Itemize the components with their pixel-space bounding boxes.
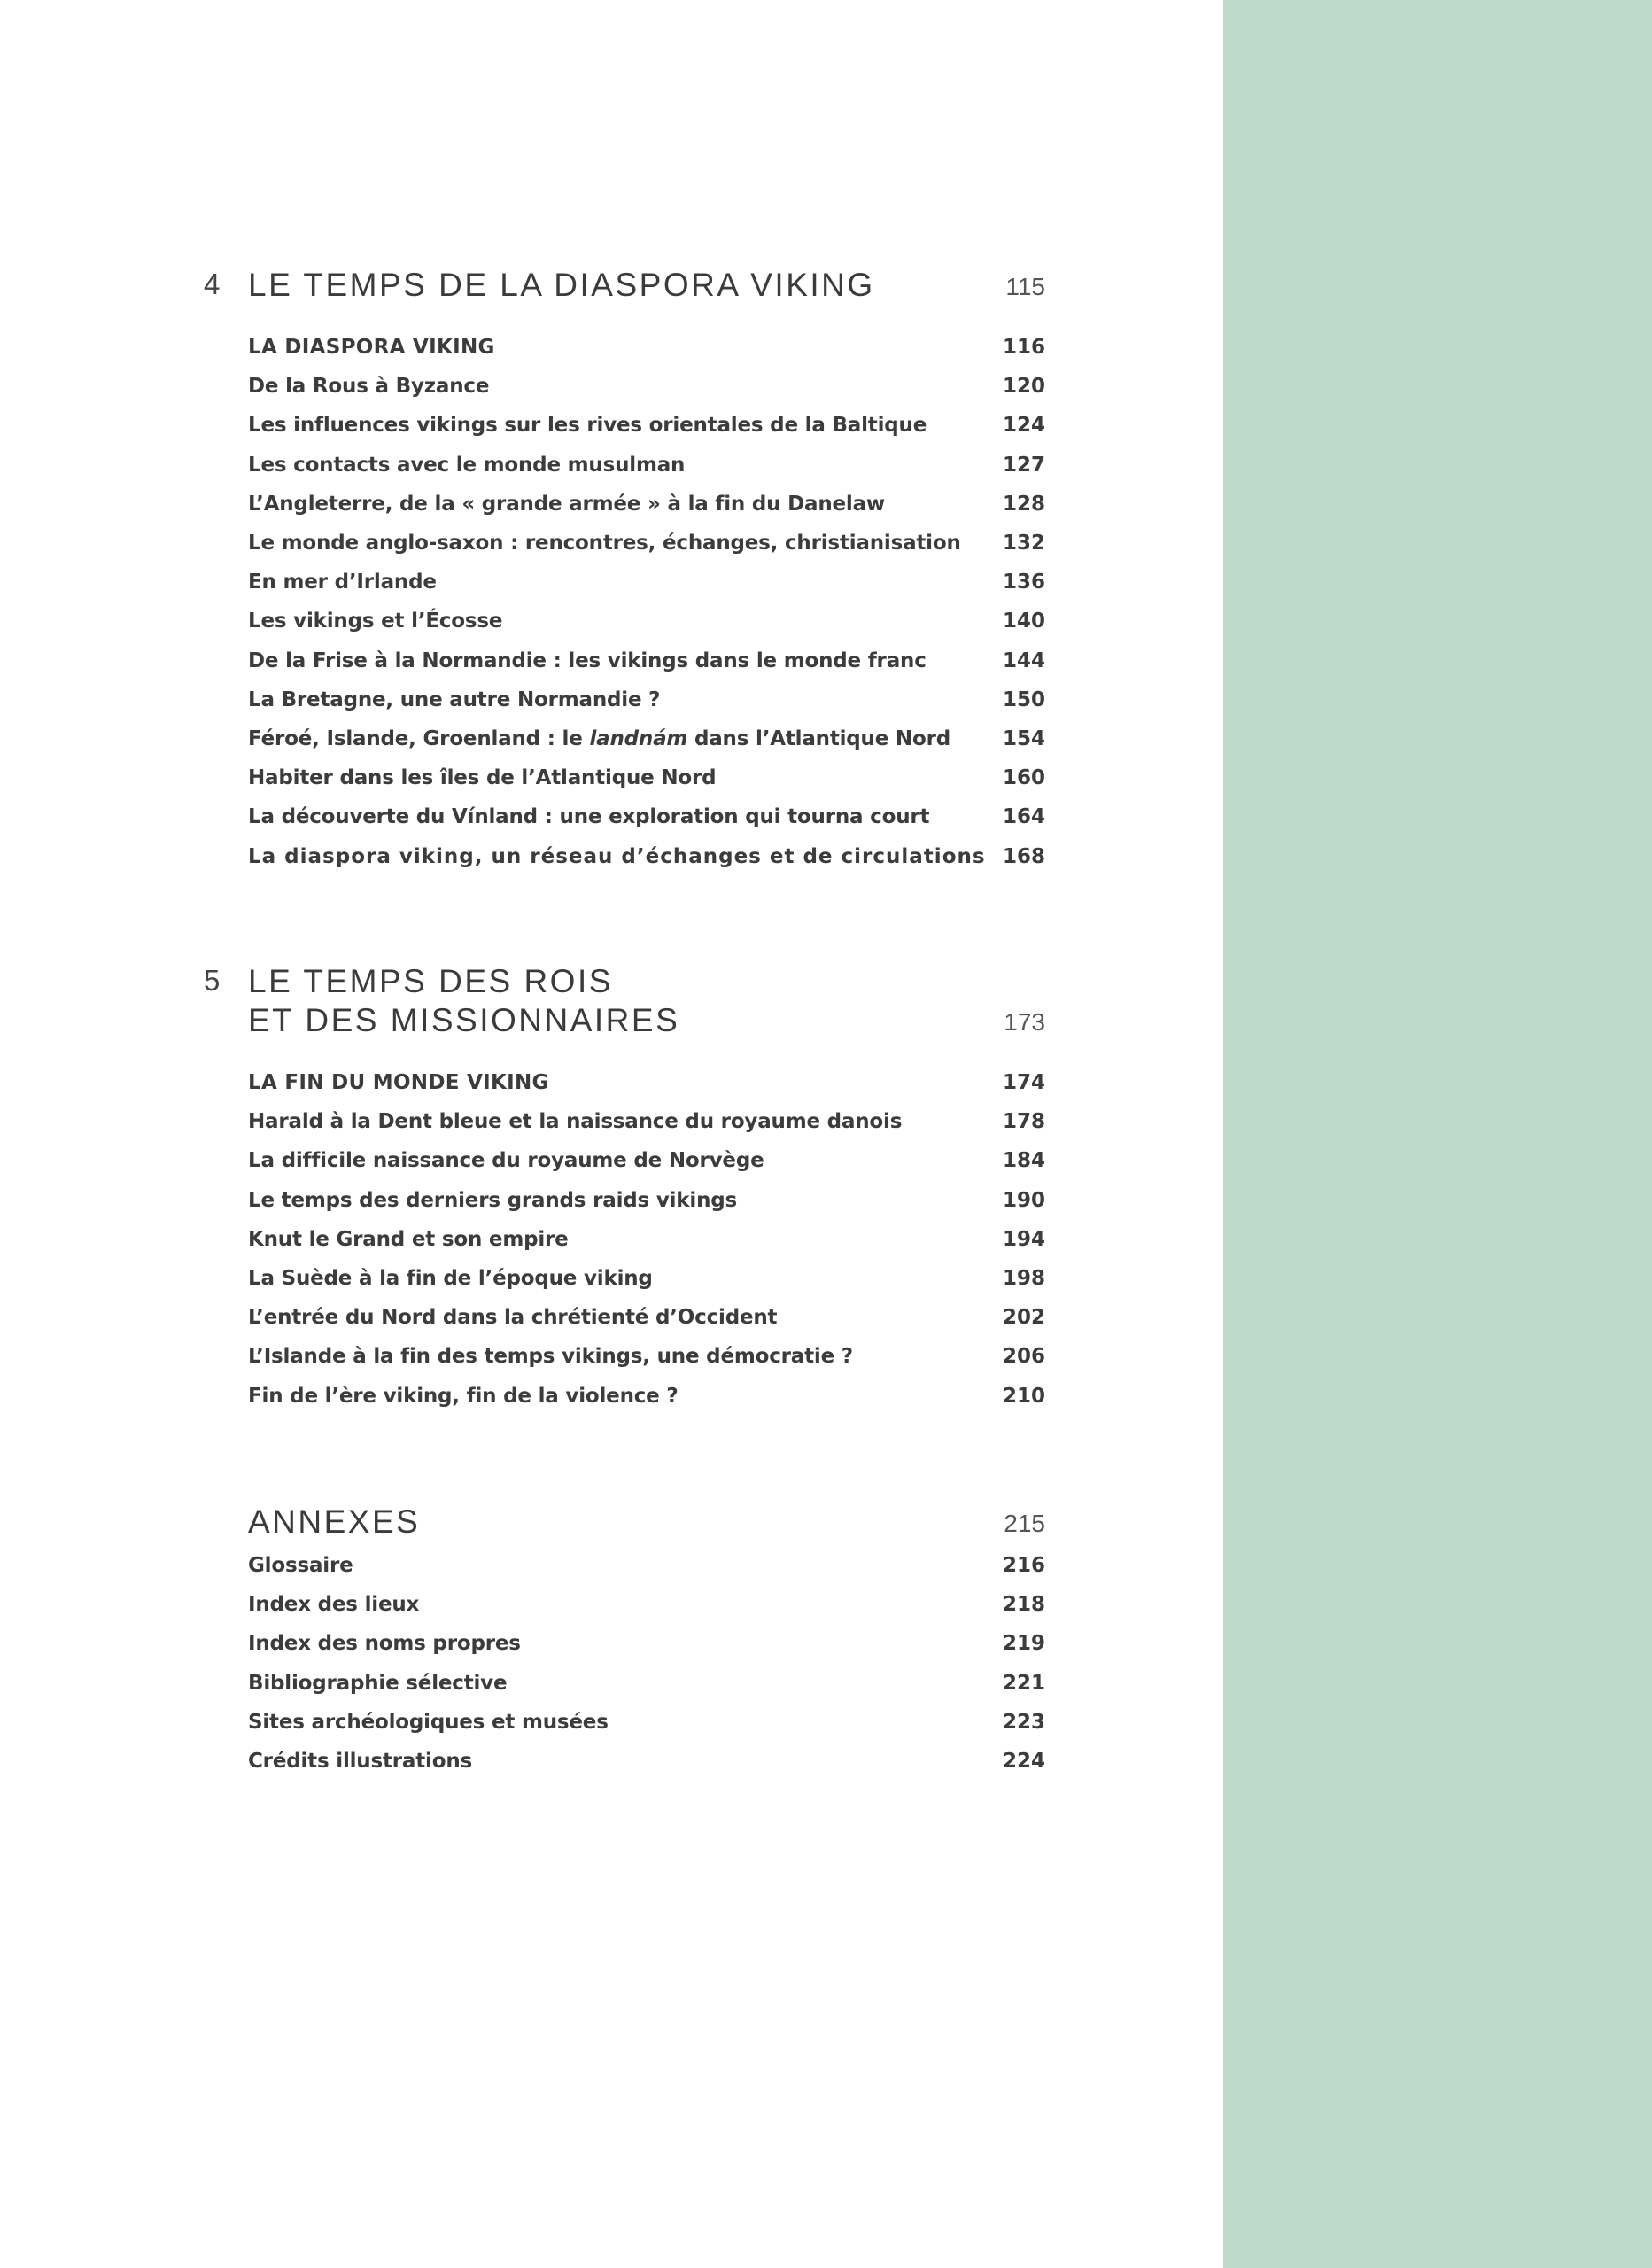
toc-entry[interactable]: [248, 836, 1045, 875]
toc-entry-label: La difficile naissance du royaume de Norvège: [248, 1149, 764, 1173]
toc-entry-page: 224: [1002, 1750, 1045, 1774]
toc-entry-page: 184: [1002, 1149, 1045, 1173]
annexes-heading: [204, 1503, 1045, 1547]
chapter-5-heading: [204, 962, 1045, 1045]
toc-entry-label: Le temps des derniers grands raids vikings: [248, 1188, 738, 1212]
toc-entry-label: LA FIN DU MONDE VIKING: [248, 1071, 549, 1095]
toc-entry-label-start: Féroé, Islande, Groenland : le: [248, 726, 590, 750]
toc-entry[interactable]: [248, 602, 1045, 641]
toc-entry-label: La Suède à la fin de l’époque viking: [248, 1267, 653, 1291]
toc-entry[interactable]: [248, 563, 1045, 602]
toc-entry[interactable]: [248, 1259, 1045, 1298]
toc-entry-page: 202: [1002, 1306, 1045, 1330]
chapter-number: 4: [204, 268, 221, 300]
toc-entry-label: De la Frise à la Normandie : les vikings dans le monde franc: [248, 649, 927, 672]
toc-entry-label: L’entrée du Nord dans la chrétienté d’Occident: [248, 1306, 778, 1330]
toc-entry-page: 164: [1002, 805, 1045, 829]
annexes-entries: [248, 1546, 1045, 1781]
toc-entry-page: 174: [1002, 1071, 1045, 1095]
toc-entry-page: 178: [1002, 1110, 1045, 1134]
toc-entry-label: Knut le Grand et son empire: [248, 1227, 569, 1251]
chapter-page-number: 115: [1005, 273, 1045, 300]
toc-entry-label: Harald à la Dent bleue et la naissance du royaume danois: [248, 1110, 903, 1134]
toc-entry-label: Les influences vikings sur les rives orientales de la Baltique: [248, 414, 927, 438]
toc-entry-page: 116: [1002, 336, 1045, 360]
toc-entry-page: 216: [1002, 1554, 1045, 1578]
toc-entry[interactable]: [248, 1624, 1045, 1663]
toc-entry[interactable]: [248, 641, 1045, 680]
toc-entry-page: 127: [1002, 453, 1045, 477]
toc-entry-label: De la Rous à Byzance: [248, 375, 490, 399]
toc-entry-page: 223: [1002, 1710, 1045, 1734]
toc-entry[interactable]: [248, 1664, 1045, 1703]
toc-entry-label: La découverte du Vínland : une exploration qui tourna court: [248, 805, 930, 829]
toc-entry-page: 128: [1002, 492, 1045, 516]
toc-entry-label: L’Angleterre, de la « grande armée » à la fin du Danelaw: [248, 492, 885, 516]
chapter-5-entries: [248, 1063, 1045, 1416]
toc-entry[interactable]: [248, 524, 1045, 563]
toc-entry-label-end: dans l’Atlantique Nord: [687, 726, 950, 750]
toc-entry[interactable]: [248, 719, 1045, 758]
toc-entry-page: 136: [1002, 571, 1045, 594]
toc-entry-page: 218: [1002, 1593, 1045, 1617]
toc-entry[interactable]: [248, 1703, 1045, 1742]
toc-entry[interactable]: [248, 1181, 1045, 1220]
toc-entry[interactable]: [248, 1337, 1045, 1376]
toc-entry[interactable]: [248, 328, 1045, 367]
toc-entry-page: 198: [1002, 1267, 1045, 1291]
toc-entry[interactable]: [248, 1546, 1045, 1585]
toc-entry[interactable]: [248, 797, 1045, 836]
toc-entry-page: 168: [1002, 844, 1045, 868]
toc-entry[interactable]: [248, 406, 1045, 445]
toc-entry[interactable]: [248, 1742, 1045, 1781]
toc-entry-label: Les contacts avec le monde musulman: [248, 453, 686, 477]
annexes-page-number: 215: [1004, 1510, 1045, 1537]
toc-entry-page: 194: [1002, 1227, 1045, 1251]
toc-entry[interactable]: [248, 680, 1045, 719]
annexes-title: ANNEXES: [248, 1503, 421, 1540]
toc-entry-label: Habiter dans les îles de l’Atlantique Nord: [248, 766, 717, 790]
toc-entry[interactable]: [248, 758, 1045, 797]
toc-entry-page: 150: [1002, 687, 1045, 711]
toc-entry-label: La Bretagne, une autre Normandie ?: [248, 687, 661, 711]
toc-entry[interactable]: [248, 446, 1045, 485]
toc-entry[interactable]: [248, 1377, 1045, 1416]
toc-entry-page: 132: [1002, 532, 1045, 555]
chapter-page-number: 173: [1004, 1008, 1045, 1036]
chapter-title-line-1: LE TEMPS DES ROIS: [248, 963, 613, 999]
toc-entry-label: Crédits illustrations: [248, 1750, 472, 1774]
chapter-title: LE TEMPS DE LA DIASPORA VIKING: [248, 267, 875, 303]
toc-entry-page: 160: [1002, 766, 1045, 790]
toc-entry-page: 154: [1002, 726, 1045, 750]
toc-entry-page: 144: [1002, 649, 1045, 672]
toc-entry-label: Index des lieux: [248, 1593, 420, 1617]
toc-entry[interactable]: [248, 1102, 1045, 1141]
side-color-band: [1223, 0, 1652, 2268]
toc-entry-page: 221: [1002, 1671, 1045, 1695]
toc-entry-label: LA DIASPORA VIKING: [248, 336, 495, 360]
toc-entry-label: Bibliographie sélective: [248, 1671, 508, 1695]
toc-entry-label: Glossaire: [248, 1554, 353, 1578]
toc-entry-page: 190: [1002, 1188, 1045, 1212]
toc-entry-page: 210: [1002, 1384, 1045, 1408]
toc-entry-label: Index des noms propres: [248, 1632, 521, 1656]
toc-entry-page: 124: [1002, 414, 1045, 438]
toc-entry-label-italic: landnám: [589, 726, 688, 750]
toc-entry-label: Les vikings et l’Écosse: [248, 610, 503, 633]
chapter-4-entries: [248, 328, 1045, 876]
toc-entry-page: 120: [1002, 375, 1045, 399]
toc-entry-page: 219: [1002, 1632, 1045, 1656]
toc-entry-label: En mer d’Irlande: [248, 571, 437, 594]
toc-entry[interactable]: [248, 1298, 1045, 1337]
toc-entry-label: [248, 727, 950, 750]
chapter-number: 5: [204, 964, 221, 997]
toc-entry[interactable]: [248, 1220, 1045, 1259]
toc-entry-label: Fin de l’ère viking, fin de la violence ?: [248, 1384, 679, 1408]
chapter-title-line-2: ET DES MISSIONNAIRES: [248, 1002, 680, 1038]
toc-entry-page: 206: [1002, 1345, 1045, 1369]
toc-entry-label: La diaspora viking, un réseau d’échanges et de circulations: [248, 844, 986, 868]
toc-entry[interactable]: [248, 1585, 1045, 1624]
toc-entry-label: Le monde anglo-saxon : rencontres, échanges, christianisation: [248, 532, 961, 555]
toc-entry[interactable]: [248, 1141, 1045, 1180]
toc-entry-label: L’Islande à la fin des temps vikings, une démocratie ?: [248, 1345, 853, 1369]
toc-entry[interactable]: [248, 485, 1045, 524]
toc-entry-page: 140: [1002, 610, 1045, 633]
toc-entry[interactable]: [248, 1063, 1045, 1102]
toc-entry[interactable]: [248, 367, 1045, 406]
chapter-4-heading: [204, 266, 1045, 310]
toc-entry-label: Sites archéologiques et musées: [248, 1710, 609, 1734]
